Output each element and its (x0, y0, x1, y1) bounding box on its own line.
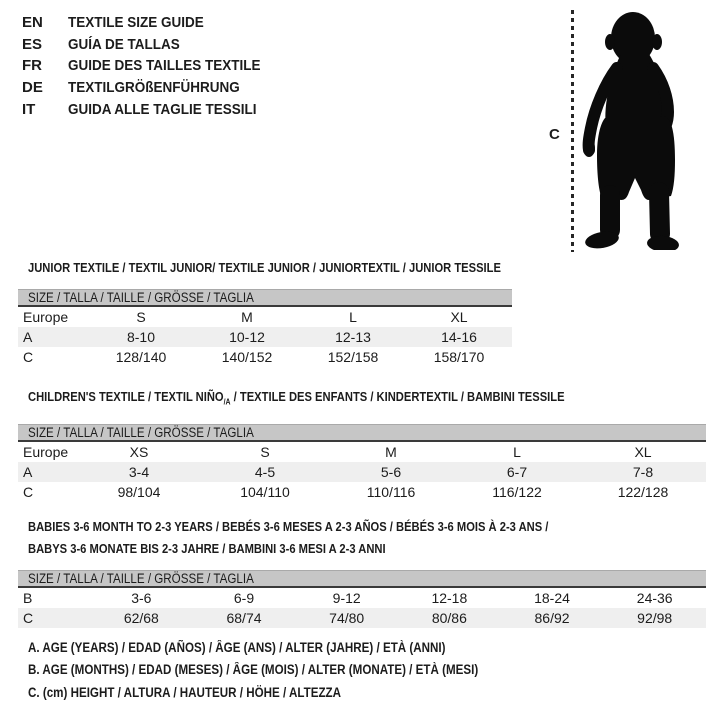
table-row-age-years (18, 462, 706, 482)
footnote-b-text: B. AGE (MONTHS) / EDAD (MESES) / ÂGE (MOIS) / ALTER (MONATE) / ETÀ (MESI) (28, 662, 479, 678)
lang-row-es (22, 34, 282, 56)
size-cell: 8-10 (126, 329, 156, 345)
row-label: Europe (23, 443, 69, 460)
row-label: C (23, 483, 34, 500)
size-header-bar (18, 570, 706, 588)
row-label: A (23, 463, 33, 480)
size-cell: 140/152 (221, 349, 273, 365)
lang-title (68, 79, 259, 96)
row-label: C (23, 349, 34, 365)
size-cell: 12-13 (335, 329, 371, 345)
table-row-europe (18, 442, 706, 462)
size-header-label: SIZE / TALLA / TAILLE / GRÖSSE / TAGLIA (28, 424, 254, 440)
size-cell: L (513, 443, 521, 460)
babies-textile-section (18, 519, 706, 628)
size-cell: 74/80 (329, 610, 365, 626)
size-cell: 14-16 (441, 329, 477, 345)
lang-row-de (22, 77, 282, 99)
lang-code: ES (22, 35, 43, 53)
measure-c-label: C (549, 126, 560, 143)
lang-title-text: TEXTILE SIZE GUIDE (68, 14, 204, 32)
size-header-bar (18, 424, 706, 442)
lang-title-text: GUIDE DES TAILLES TEXTILE (68, 57, 261, 75)
legend-footnotes (28, 640, 551, 707)
lang-row-en (22, 12, 282, 34)
size-cell: 9-12 (332, 590, 361, 606)
footnote-a (28, 640, 551, 662)
size-cell: XL (450, 309, 468, 325)
size-cell: 98/104 (117, 483, 161, 500)
size-cell: XS (129, 443, 149, 460)
size-cell: 110/116 (366, 483, 416, 500)
row-label: A (23, 329, 33, 345)
size-cell: S (136, 309, 146, 325)
size-cell: 116/122 (492, 483, 542, 500)
row-label: C (23, 610, 34, 626)
size-cell: 62/68 (123, 610, 159, 626)
size-cell: 6-9 (233, 590, 255, 606)
size-cell: S (260, 443, 270, 460)
lang-title (68, 57, 282, 74)
lang-title-text: TEXTILGRÖßENFÜHRUNG (68, 79, 240, 97)
size-cell: 5-6 (380, 463, 402, 480)
row-label: B (23, 590, 33, 606)
table-row-age-months (18, 588, 706, 608)
junior-table-title-text: JUNIOR TEXTILE / TEXTIL JUNIOR/ TEXTILE JUNIOR / JUNIORTEXTIL / JUNIOR TESSILE (28, 260, 501, 275)
size-header-label: SIZE / TALLA / TAILLE / GRÖSSE / TAGLIA (28, 290, 254, 305)
babies-table-title-text1: BABIES 3-6 MONTH TO 2-3 YEARS / BEBÉS 3-6 MESES A 2-3 AÑOS / BÉBÉS 3-6 MOIS À 2-3 ANS / (28, 519, 549, 534)
size-cell: 86/92 (534, 610, 570, 626)
table-row-height-cm (18, 347, 512, 367)
size-cell: 7-8 (632, 463, 654, 480)
babies-table-title-line1 (28, 519, 706, 535)
lang-title-text: GUIDA ALLE TAGLIE TESSILI (68, 100, 257, 118)
babies-table-title-line2 (28, 541, 706, 557)
size-header-bar (18, 289, 512, 307)
size-cell: 3-4 (128, 463, 150, 480)
size-cell: 80/86 (431, 610, 467, 626)
footnote-c-text: C. (cm) HEIGHT / ALTURA / HAUTEUR / HÖHE / ALTEZZA (28, 684, 342, 700)
size-cell: 18-24 (534, 590, 570, 606)
title-prefix: CHILDREN'S TEXTILE / TEXTIL NIÑO (28, 389, 224, 404)
childrens-textile-section (18, 389, 706, 502)
size-cell: 3-6 (131, 590, 152, 606)
height-measure-figure (545, 2, 717, 254)
lang-row-fr (22, 55, 282, 77)
size-cell: 12-18 (431, 590, 468, 606)
size-cell: 10-12 (229, 329, 265, 345)
size-cell: M (385, 443, 397, 460)
size-cell: 68/74 (226, 610, 262, 626)
lang-code: IT (22, 100, 36, 118)
size-cell: 128/140 (115, 349, 167, 365)
table-row-europe (18, 307, 512, 327)
height-measure-dotted-line (571, 10, 574, 252)
size-header-label: SIZE / TALLA / TAILLE / GRÖSSE / TAGLIA (28, 571, 254, 586)
lang-code: DE (22, 79, 43, 97)
lang-row-it (22, 98, 282, 120)
size-cell: 6-7 (506, 463, 528, 480)
footnote-b (28, 662, 551, 684)
size-cell: 92/98 (637, 610, 673, 626)
size-cell: 122/128 (617, 483, 669, 500)
size-cell: 24-36 (636, 590, 673, 606)
title-suffix: / TEXTILE DES ENFANTS / KINDERTEXTIL / BAMBINI TESSILE (230, 389, 565, 404)
junior-table-title (28, 260, 512, 276)
lang-title-text: GUÍA DE TALLAS (68, 35, 180, 53)
size-cell: 152/158 (327, 349, 379, 365)
language-title-list (22, 12, 282, 120)
footnote-c (28, 685, 551, 707)
title-subscript: /A (223, 397, 231, 407)
lang-title (68, 101, 277, 118)
size-cell: L (349, 309, 357, 325)
size-cell: 4-5 (254, 463, 276, 480)
babies-table-title-text2: BABYS 3-6 MONATE BIS 2-3 JAHRE / BAMBINI 3-6 MESI A 2-3 ANNI (28, 541, 386, 556)
size-cell: 158/170 (433, 349, 485, 365)
lang-code: FR (22, 57, 42, 75)
table-row-height-cm (18, 482, 706, 502)
size-cell: XL (634, 443, 652, 460)
table-row-height-cm (18, 608, 706, 628)
lang-title (68, 14, 219, 31)
lang-code: EN (22, 14, 43, 32)
childrens-table-title (28, 389, 706, 411)
lang-title (68, 36, 192, 53)
table-row-age-years (18, 327, 512, 347)
toddler-silhouette-icon (575, 10, 695, 250)
size-cell: M (241, 309, 253, 325)
row-label: Europe (23, 309, 69, 325)
footnote-a-text: A. AGE (YEARS) / EDAD (AÑOS) / ÂGE (ANS) / ALTER (JAHRE) / ETÀ (ANNI) (28, 640, 446, 655)
size-cell: 104/110 (240, 483, 290, 500)
childrens-table-title-text (28, 389, 565, 411)
junior-textile-section (18, 260, 512, 367)
